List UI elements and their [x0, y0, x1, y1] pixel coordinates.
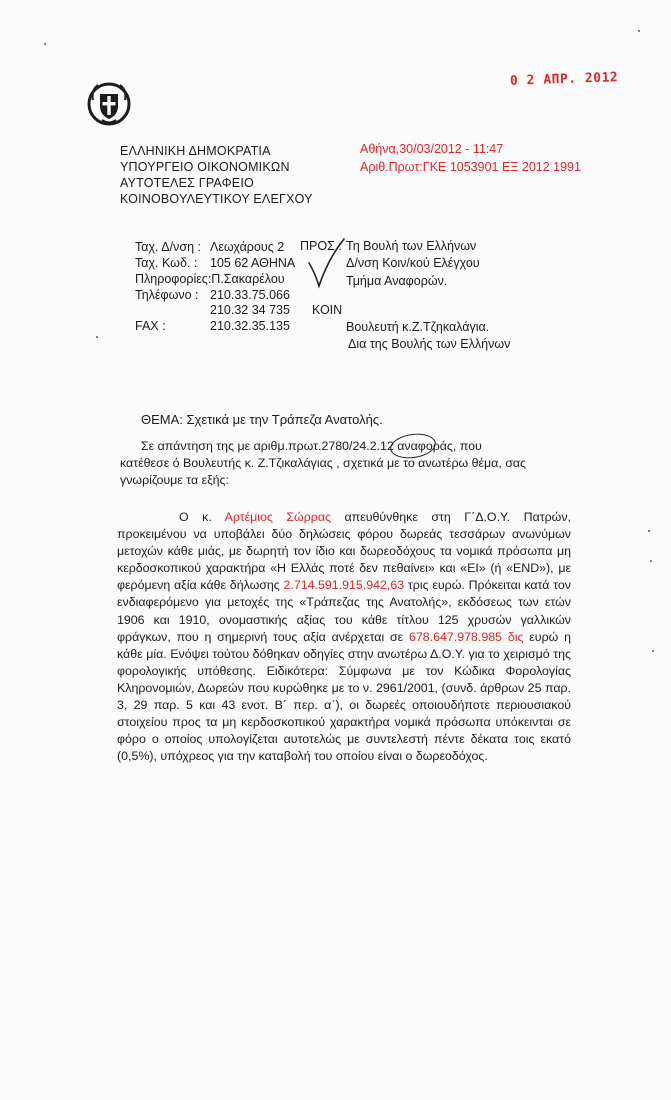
sender-line-4: ΚΟΙΝΟΒΟΥΛΕΥΤΙΚΟΥ ΕΛΕΓΧΟΥ [120, 192, 313, 206]
greek-coat-of-arms-icon [86, 80, 132, 126]
scan-speck [650, 560, 652, 562]
declaration-amount: 2.714.591.915.942,63 [283, 578, 405, 593]
document-date: Αθήνα,30/03/2012 - 11:47 [360, 142, 504, 156]
intro-line-2: κατέθεσε ό Βουλευτής κ. Ζ.Τζικαλάγιας , σχετικά με το ανωτέρω θέμα, σας [120, 456, 527, 470]
sender-line-3: ΑΥΤΟΤΕΛΕΣ ΓΡΑΦΕΙΟ [120, 176, 254, 190]
phone-label: Τηλέφωνο : [135, 288, 199, 302]
received-date-stamp: 0 2 ΑΠΡ. 2012 [509, 70, 619, 89]
address-label: Ταχ. Δ/νση : [135, 240, 201, 254]
body-text-3: τρις ευρώ. Πρόκειται κατά τον ενδιαφερόμενο για μετοχές της «Τράπεζας της Ανατολής», εκδόσεως των ετών 1906 και 1910, ονομαστικής αξίας του κάθε τίτλου 125 χρυσών γαλλικών φράγκων, που η σημερινή τους αξία ανέρχεται σε [117, 578, 571, 644]
scan-speck [652, 650, 654, 652]
to-line-3: Τμήμα Αναφορών. [346, 274, 448, 288]
body-text-1: Ο κ. [179, 510, 225, 524]
info-contact: Πληροφορίες:Π.Σακαρέλου [135, 272, 285, 286]
scan-speck [638, 30, 640, 32]
intro-line-1-end: /24.2.12 αναφοράς, που [349, 439, 482, 453]
phone-value-2: 210.32 34 735 [210, 303, 290, 317]
handwritten-checkmark-icon [306, 237, 346, 289]
share-value-amount: 678.647.978.985 δις [409, 629, 524, 644]
sender-line-1: ΕΛΛΗΝΙΚΗ ΔΗΜΟΚΡΑΤΙΑ [120, 144, 271, 158]
cc-line-2: Δια της Βουλής των Ελλήνων [348, 337, 511, 351]
circled-reference-number: 2780 [321, 439, 350, 453]
intro-line-1-start: Σε απάντηση της με αριθμ.πρωτ. [141, 439, 322, 453]
address-value: Λεωχάρους 2 [210, 240, 285, 254]
to-line-2: Δ/νση Κοιν/κού Ελέγχου [346, 256, 480, 270]
person-name: Αρτέμιος Σώρρας [224, 510, 331, 524]
scan-speck [44, 43, 46, 45]
body-text-4: ευρώ η κάθε μία. Ενόψει τούτου δόθηκαν οδηγίες στην ανωτέρω Δ.Ο.Υ. για το χειρισμό της φορολογικής υπόθεσης. Ειδικότερα: Σύμφωνα με τον Κώδικα Φορολογίας Κληρονομιών, Δωρεών που κυρώθηκε με το ν. 2961/2001, (συνδ. άρθρων 25 παρ. 3, 29 παρ. 5 και 43 ενοτ. Β΄ περ. α΄), οι δωρεές οποιουδήποτε περιουσιακού στοιχείου προς τα μη κερδοσκοπικού χαρακτήρα νομικά πρόσωπα υπόκεινται σε φόρο ο οποίος υπολογίζεται αυτοτελώς με συντελεστή πέντε δέκατα τοις εκατό (0,5%), υπόχρεος για την καταβολή του οποίου είναι ο δωρεοδόχος. [117, 629, 571, 764]
to-label: ΠΡΟΣ : [300, 239, 342, 253]
sender-line-2: ΥΠΟΥΡΓΕΙΟ ΟΙΚΟΝΟΜΙΚΩΝ [120, 160, 290, 174]
body-text-2: απευθύνθηκε στη Γ΄Δ.Ο.Υ. Πατρών, προκειμένου να υποβάλει δύο δηλώσεις φόρου δωρεάς τεσσάρων ανωνύμων μετοχών κάθε μιάς, με δωρητή τον ίδιο και δωρεοδόχους τα νομικά πρόσωπα μη κερδοσκοπικού χαρακτήρα «Η Ελλάς ποτέ δεν πεθαίνει» και «ΕΙ» (ή «END»), με φερόμενη αξία κάθε δήλωσης [117, 510, 571, 593]
cc-label: ΚΟΙΝ [312, 303, 343, 317]
intro-line-1 [141, 438, 571, 455]
fax-label: FAX : [135, 319, 166, 333]
protocol-number: Αριθ.Πρωτ:ΓΚΕ 1053901 ΕΞ 2012 1991 [360, 160, 581, 174]
scan-speck [96, 336, 98, 338]
scan-speck [648, 530, 650, 532]
postal-label: Ταχ. Κωδ. : [135, 256, 198, 270]
cc-line-1: Βουλευτή κ.Ζ.Τζηκαλάγια. [346, 320, 490, 334]
phone-value-1: 210.33.75.066 [210, 288, 290, 302]
subject-line: ΘΕΜΑ: Σχετικά με την Τράπεζα Ανατολής. [141, 412, 383, 427]
postal-value: 105 62 ΑΘΗΝΑ [210, 256, 296, 270]
intro-line-3: γνωρίζουμε τα εξής: [120, 473, 229, 487]
fax-value: 210.32.35.135 [210, 319, 290, 333]
body-paragraph [117, 509, 571, 765]
to-line-1: Τη Βουλή των Ελλήνων [346, 239, 477, 253]
